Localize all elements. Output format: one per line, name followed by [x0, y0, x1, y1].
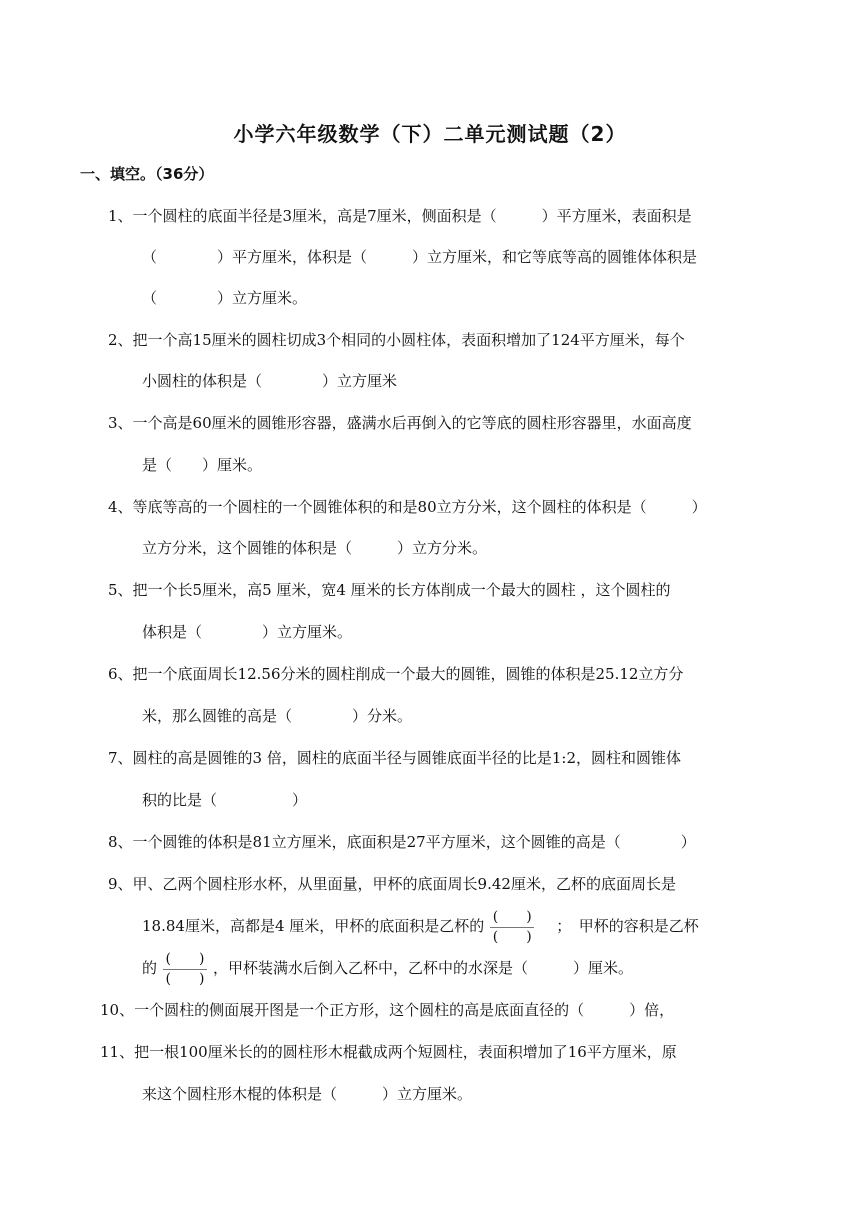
page-title: 小学六年级数学（下）二单元测试题（2） — [233, 122, 627, 146]
question-9-line-2-text-b: ； 甲杯的容积是乙杯 — [556, 917, 699, 935]
question-4-line-2: 立方分米，这个圆锥的体积是（ ）立方分米。 — [142, 539, 488, 557]
question-3-line-1: 3、一个高是60厘米的圆锥形容器，盛满水后再倒入的它等底的圆柱形容器里，水面高度 — [108, 414, 692, 432]
question-6-line-2: 米，那么圆锥的高是（ ）分米。 — [142, 707, 413, 725]
question-5-line-1: 5、把一个长5厘米，高5 厘米，宽4 厘米的长方体削成一个最大的圆柱 ，这个圆柱的 — [108, 581, 671, 599]
question-1-line-2: （ ）平方厘米，体积是（ ）立方厘米，和它等底等高的圆锥体体积是 — [142, 248, 698, 266]
question-6-line-1: 6、把一个底面周长12.56分米的圆柱削成一个最大的圆锥，圆锥的体积是25.12立方分 — [108, 665, 684, 683]
question-9-line-2-text-a: 18.84厘米，高都是4 厘米，甲杯的底面积是乙杯的 — [142, 917, 485, 935]
question-7-line-1: 7、圆柱的高是圆锥的3 倍，圆柱的底面半径与圆锥底面半径的比是1:2，圆柱和圆锥体 — [108, 749, 681, 767]
fraction-numerator-blank: ( ) — [492, 909, 532, 925]
question-8-line-1: 8、一个圆锥的体积是81立方厘米，底面积是27平方厘米，这个圆锥的高是（ ） — [108, 833, 696, 851]
fraction-bar — [163, 969, 207, 970]
question-1-line-1: 1、一个圆柱的底面半径是3厘米，高是7厘米，侧面积是（ ）平方厘米，表面积是 — [108, 207, 692, 225]
fraction-numerator-blank: ( ) — [165, 951, 205, 967]
question-2-line-1: 2、把一个高15厘米的圆柱切成3个相同的小圆柱体，表面积增加了124平方厘米，每个 — [108, 331, 685, 349]
question-11-line-1: 11、把一根100厘米长的的圆柱形木棍截成两个短圆柱，表面积增加了16平方厘米，原 — [100, 1043, 677, 1061]
fraction-bar — [490, 927, 534, 928]
fraction-blank-2 — [159, 951, 211, 987]
question-9-line-3-text-a: 的 — [142, 959, 158, 977]
question-7-line-2: 积的比是（ ） — [142, 791, 308, 809]
question-9-line-1: 9、甲、乙两个圆柱形水杯，从里面量，甲杯的底面周长9.42厘米，乙杯的底面周长是 — [108, 875, 676, 893]
question-11-line-2: 来这个圆柱形木棍的体积是（ ）立方厘米。 — [142, 1085, 473, 1103]
question-10-line-1: 10、一个圆柱的侧面展开图是一个正方形，这个圆柱的高是底面直径的（ ）倍， — [100, 1001, 675, 1019]
question-9-line-2 — [142, 908, 699, 945]
fraction-blank-1 — [486, 909, 538, 945]
fraction-denominator-blank: ( ) — [165, 971, 205, 987]
question-1-line-3: （ ）立方厘米。 — [142, 289, 308, 307]
section-heading-fill-blank: 一、填空。（36分） — [80, 165, 214, 183]
question-2-line-2: 小圆柱的体积是（ ）立方厘米 — [142, 372, 398, 390]
question-4-line-1: 4、等底等高的一个圆柱的一个圆锥体积的和是80立方分米，这个圆柱的体积是（ ） — [108, 498, 707, 516]
question-3-line-2: 是（ ）厘米。 — [142, 456, 263, 474]
question-9-line-3-text-b: ，甲杯装满水后倒入乙杯中，乙杯中的水深是（ ）厘米。 — [213, 959, 634, 977]
question-5-line-2: 体积是（ ）立方厘米。 — [142, 623, 353, 641]
fraction-denominator-blank: ( ) — [492, 929, 532, 945]
question-9-line-3 — [142, 950, 633, 987]
